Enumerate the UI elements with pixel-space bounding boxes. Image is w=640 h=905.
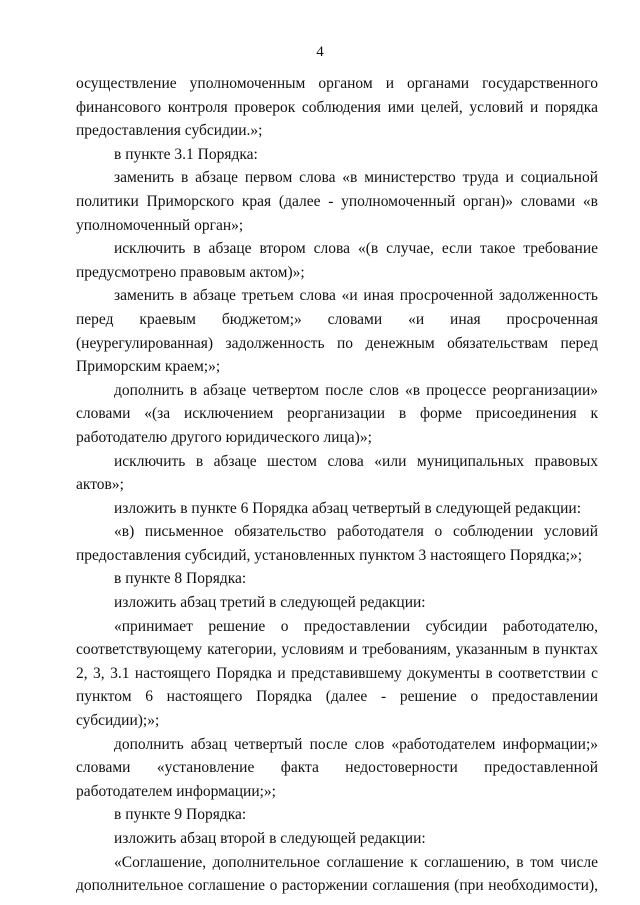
paragraph: изложить абзац третий в следующей редакции: (114, 594, 426, 612)
paragraph: в пункте 8 Порядка: (114, 570, 247, 588)
paragraph: в пункте 3.1 Порядка: (114, 145, 258, 163)
paragraph: дополнить в абзаце четвертом после слов «в процессе реорганизации» словами «(за исключением реорганизации в форме присоединения к работодателю другого юридического лица)»; (76, 381, 598, 446)
paragraph: исключить в абзаце шестом слова «или муниципальных правовых актов»; (76, 452, 598, 494)
paragraph: осуществление уполномоченным органом и органами государственного финансового контроля проверок соблюдения ими целей, условий и порядка предоставления субсидии.»; (76, 75, 598, 140)
paragraph: заменить в абзаце первом слова «в министерство труда и социальной политики Приморского края (далее - уполномоченный орган)» словами «в уполномоченный орган»; (76, 169, 598, 234)
paragraph: изложить в пункте 6 Порядка абзац четвертый в следующей редакции: (114, 499, 582, 517)
document-body (76, 72, 598, 898)
page-number: 4 (316, 44, 324, 60)
paragraph: «Соглашение, дополнительное соглашение к соглашению, в том числе дополнительное соглашение о расторжении соглашения (при необходимости), (76, 853, 598, 895)
paragraph: «принимает решение о предоставлении субсидии работодателю, соответствующему категории, условиям и требованиям, указанным в пунктах 2, 3, 3.1 настоящего Порядка и представившему документы в соответствии с пунктом 6 настоящего Порядка (далее - решение о предоставлении субсидии);»; (76, 617, 598, 730)
paragraph: заменить в абзаце третьем слова «и иная просроченной задолженность перед краевым бюджетом;» словами «и иная просроченная (неурегулированная) задолженность по денежным обязательствам перед Приморским краем;»; (76, 287, 598, 376)
paragraph: дополнить абзац четвертый после слов «работодателем информации;» словами «установление факта недостоверности предоставленной работодателем информации;»; (76, 735, 598, 800)
paragraph: изложить абзац второй в следующей редакции: (114, 830, 426, 847)
paragraph: «в) письменное обязательство работодателя о соблюдении условий предоставления субсидий, установленных пунктом 3 настоящего Порядка;»; (76, 523, 598, 564)
paragraph: в пункте 9 Порядка: (114, 806, 247, 824)
paragraph: исключить в абзаце втором слова «(в случае, если такое требование предусмотрено правовым актом)»; (76, 240, 598, 281)
